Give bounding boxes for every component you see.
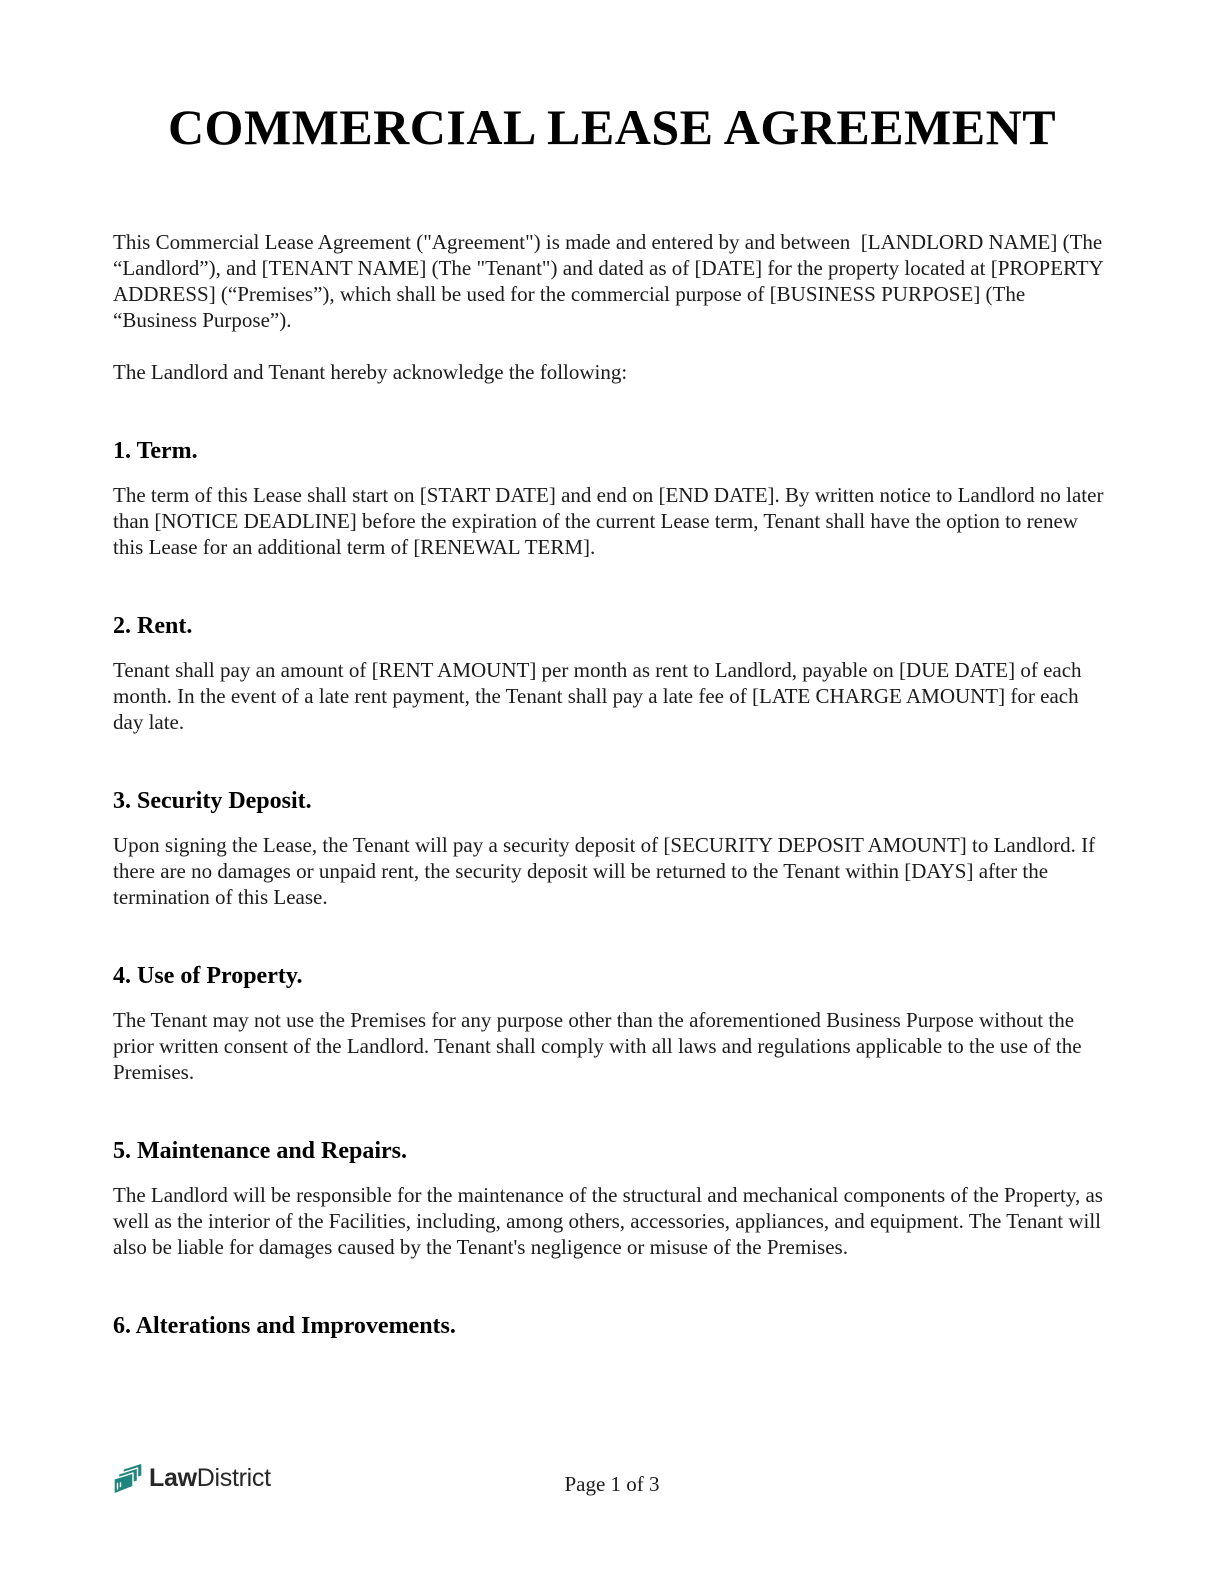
section-body-rent: Tenant shall pay an amount of [RENT AMOUNT] per month as rent to Landlord, payable on [DUE DATE] of each month. In the event of a late rent payment, the Tenant shall pay a late fee of [LATE CHARGE AMOUNT] for each day late. [113,658,1087,734]
section-body-maintenance-repairs: The Landlord will be responsible for the maintenance of the structural and mechanical components of the Property, as well as the interior of the Facilities, including, among others, accessories, appliances, and equipment. The Tenant will also be liable for damages caused by the Tenant's negligence or misuse of the Premises. [113,1183,1109,1259]
logo-text-district: District [196,1464,271,1492]
section-heading-rent: 2. Rent. [113,613,193,639]
section-body-term: The term of this Lease shall start on [START DATE] and end on [END DATE]. By written notice to Landlord no later than [NOTICE DEADLINE] before the expiration of the current Lease term, Tenant shall have the option to renew this Lease for an additional term of [RENEWAL TERM]. [113,483,1109,559]
section-heading-security-deposit: 3. Security Deposit. [113,788,312,814]
section-body-use-of-property: The Tenant may not use the Premises for any purpose other than the aforementioned Business Purpose without the prior written consent of the Landlord. Tenant shall comply with all laws and regulations applicable to the use of the Premises. [113,1008,1087,1084]
section-body-security-deposit: Upon signing the Lease, the Tenant will pay a security deposit of [SECURITY DEPOSIT AMOUNT] to Landlord. If there are no damages or unpaid rent, the security deposit will be returned to the Tenant within [DAYS] after the termination of this Lease. [113,833,1101,909]
section-heading-alterations-improvements: 6. Alterations and Improvements. [113,1313,456,1339]
page-footer [0,1460,1224,1520]
section-heading-term: 1. Term. [113,438,198,464]
document-title: COMMERCIAL LEASE AGREEMENT [167,99,1057,155]
intro-paragraph: This Commercial Lease Agreement ("Agreement") is made and entered by and between [LANDLORD NAME] (The “Landlord”), and [TENANT NAME] (The "Tenant") and dated as of [DATE] for the property located at [PROPERTY ADDRESS] (“Premises”), which shall be used for the commercial purpose of [BUSINESS PURPOSE] (The “Business Purpose”). [113,230,1108,332]
section-heading-maintenance-repairs: 5. Maintenance and Repairs. [113,1138,407,1164]
page-number: Page 1 of 3 [564,1472,660,1496]
logo-text-law: Law [149,1464,197,1492]
section-heading-use-of-property: 4. Use of Property. [113,963,303,989]
acknowledgement-paragraph: The Landlord and Tenant hereby acknowledge the following: [113,360,628,384]
